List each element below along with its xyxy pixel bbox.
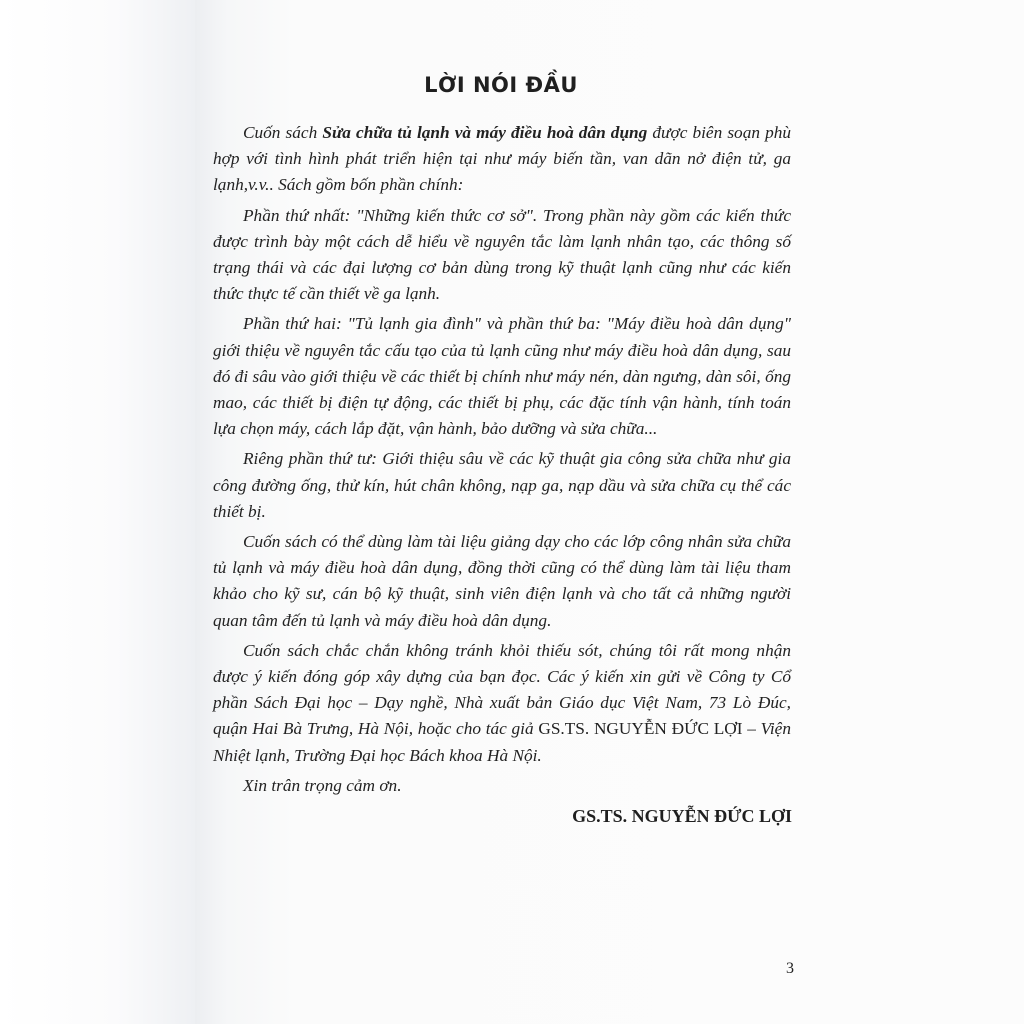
book-title: Sửa chữa tủ lạnh và máy điều hoà dân dụng	[322, 123, 648, 142]
paragraph-7: Xin trân trọng cảm ơn.	[243, 775, 402, 795]
page-number: 3	[786, 960, 794, 977]
author-signature: GS.TS. NGUYỄN ĐỨC LỢI	[572, 806, 792, 826]
page-title: LỜI NÓI ĐẦU	[424, 73, 578, 97]
page-margin-shade	[0, 0, 195, 1024]
author-name-inline: GS.TS. NGUYỄN ĐỨC LỢI	[538, 719, 743, 739]
paragraph-1: Cuốn sách Sửa chữa tủ lạnh và máy điều hoà dân dụng được biên soạn phù hợp với tình hình phát triển hiện tại như máy biến tần, van dãn nở điện tử, ga lạnh,v.v.. Sách gồm bốn phần chính:	[213, 123, 792, 195]
paragraph-6: Cuốn sách chắc chắn không tránh khỏi thiếu sót, chúng tôi rất mong nhận được ý kiến đóng góp xây dựng của bạn đọc. Các ý kiến xin gửi về Công ty Cổ phần Sách Đại học – Dạy nghề, Nhà xuất bản Giáo dục Việt Nam, 73 Lò Đúc, quận Hai Bà Trưng, Hà Nội, hoặc cho tác giả GS.TS. NGUYỄN ĐỨC LỢI – Viện Nhiệt lạnh, Trường Đại học Bách khoa Hà Nội.	[213, 640, 791, 765]
paragraph-2: Phần thứ nhất: "Những kiến thức cơ sở". Trong phần này gồm các kiến thức được trình bày một cách dễ hiểu về nguyên tắc làm lạnh nhân tạo, các thông số trạng thái và các đại lượng cơ bản dùng trong kỹ thuật lạnh cũng như các kiến thức thực tế cần thiết về ga lạnh.	[213, 205, 791, 304]
preface-body	[213, 120, 791, 803]
paragraph-5: Cuốn sách có thể dùng làm tài liệu giảng dạy cho các lớp công nhân sửa chữa tủ lạnh và máy điều hoà dân dụng, đồng thời cũng có thể dùng làm tài liệu tham khảo cho kỹ sư, cán bộ kỹ thuật, sinh viên điện lạnh và cho tất cả những người quan tâm đến tủ lạnh và máy điều hoà dân dụng.	[213, 532, 791, 630]
paragraph-4: Riêng phần thứ tư: Giới thiệu sâu về các kỹ thuật gia công sửa chữa như gia công đường ống, thử kín, hút chân không, nạp ga, nạp dầu và sửa chữa cụ thể các thiết bị.	[213, 449, 791, 521]
paragraph-3: Phần thứ hai: "Tủ lạnh gia đình" và phần thứ ba: "Máy điều hoà dân dụng" giới thiệu về nguyên tắc cấu tạo của tủ lạnh cũng như máy điều hoà dân dụng, sau đó đi sâu vào giới thiệu về các thiết bị chính như máy nén, dàn ngưng, dàn sôi, ống mao, các thiết bị điện tự động, các thiết bị phụ, các đặc tính vận hành, tính toán lựa chọn máy, cách lắp đặt, vận hành, bảo dưỡng và sửa chữa...	[213, 314, 791, 439]
